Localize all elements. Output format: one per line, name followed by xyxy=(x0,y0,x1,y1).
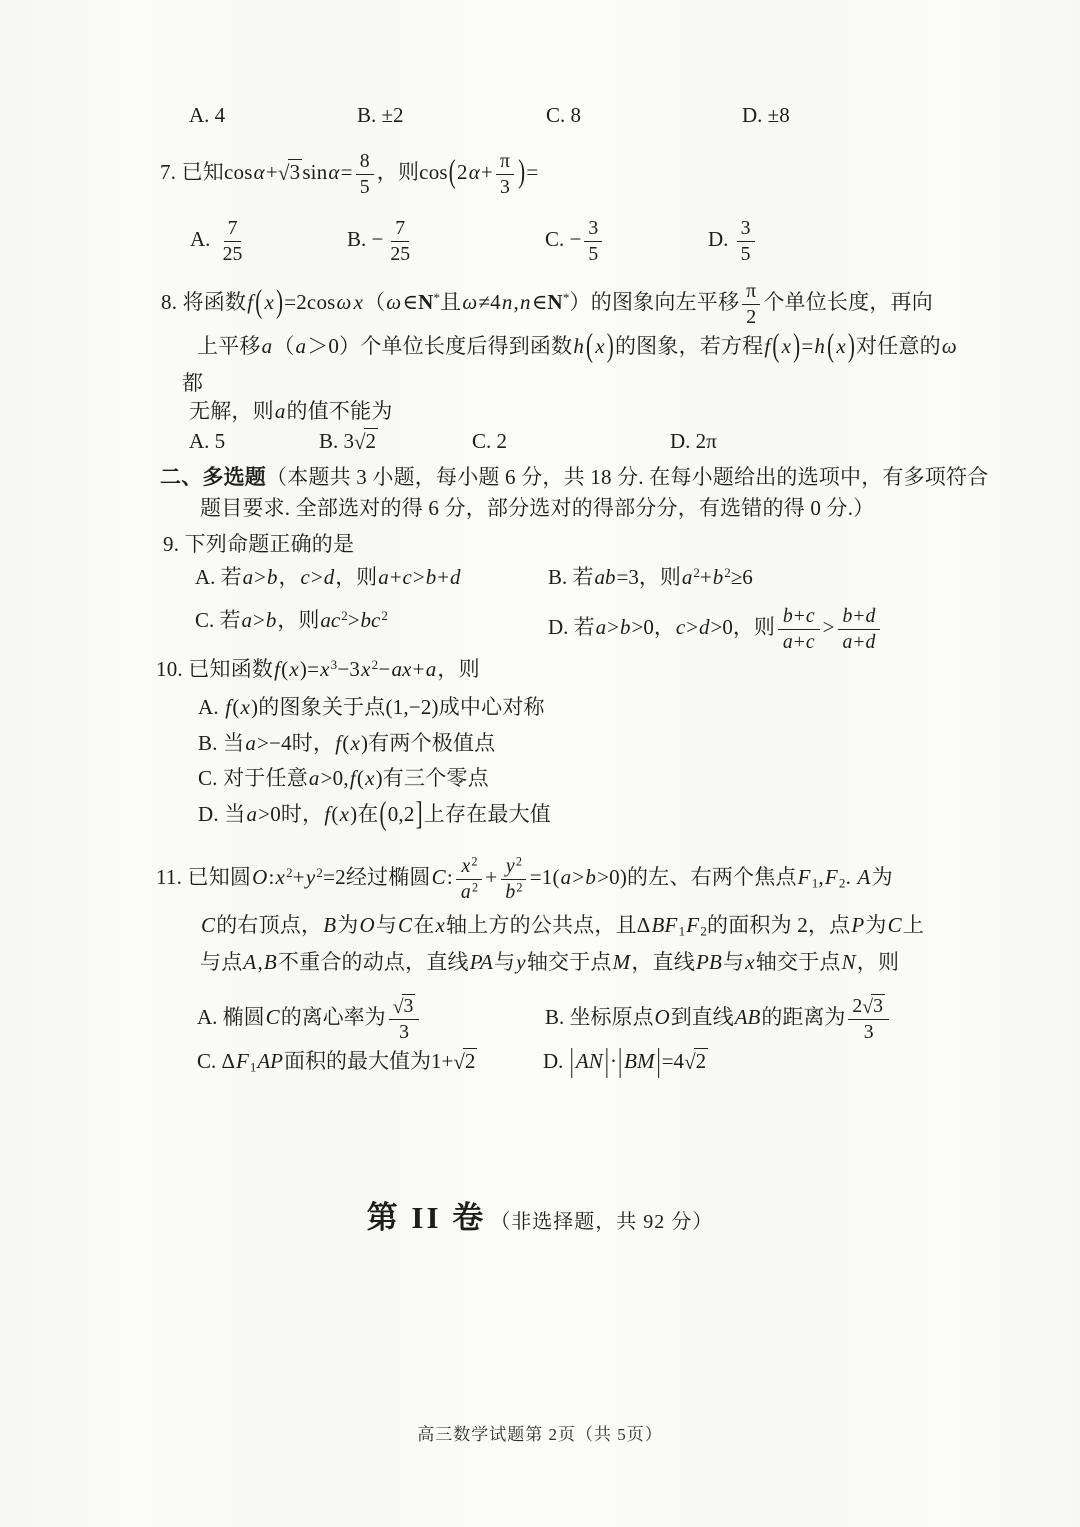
question-9-option-a: A. 若a>b，c>d，则a+c>b+d xyxy=(195,565,461,589)
question-7-stem: 7. 已知cosα+√3sinα= $\frac{8}{5}$ ，则cos(2α+ $\frac{\pi}{3}$ )= xyxy=(160,150,539,198)
question-6-option-b: B. ±2 xyxy=(357,103,404,127)
part-2-subtitle: （非选择题，共 92 分） xyxy=(490,1211,714,1233)
question-10-option-d: D. 当a>0时，f(x)在(0,2]上存在最大值 xyxy=(198,794,551,832)
question-9-option-d: D. 若a>b>0，c>d>0，则 $\frac{b+c}{a+c}$ > $\frac{b+d}{a+d}$ xyxy=(548,605,883,653)
question-8-options-row xyxy=(0,426,1080,456)
question-7-option-a: A. $\frac{7}{25}$ xyxy=(190,217,243,265)
question-10-option-c: C. 对于任意a>0,f(x)有三个零点 xyxy=(198,766,489,790)
question-11-line-1: 11. 已知圆$O:x^2+y^2=2$经过椭圆C: $\frac{x^2}{a^2}$ + $\frac{y^2}{b^2}$ =1(a>b>0)的左、右两个焦点$F_1,F_2$. A为 xyxy=(156,854,893,903)
question-7-options-row xyxy=(0,217,1080,265)
question-8-line-2: 上平移a（a＞0）个单位长度后得到函数h(x)的图象，若方程f(x)=h(x)对任意的ω xyxy=(197,326,957,364)
question-9-options-row-2 xyxy=(0,605,1080,653)
question-8-option-b: B. 3√2 xyxy=(319,429,377,454)
question-6-option-d: D. ±8 xyxy=(742,103,790,127)
question-11-line-3: 与点A,B不重合的动点，直线PA与y轴交于点M，直线PB与x轴交于点N，则 xyxy=(200,950,900,974)
question-10-option-a: A. f(x)的图象关于点(1,−2)成中心对称 xyxy=(198,695,545,719)
question-10-option-b: B. 当a>−4时，f(x)有两个极值点 xyxy=(198,731,496,755)
question-9-option-b: B. 若ab=3，则$a^2+b^2\ge 6$ xyxy=(548,564,753,589)
question-11-options-row-2 xyxy=(0,1041,1080,1079)
part-2-heading xyxy=(0,1192,1080,1237)
question-11-option-c: C. $\Delta F_1AP$面积的最大值为1+√2 xyxy=(197,1049,476,1075)
question-8-line-4: 无解，则a的值不能为 xyxy=(189,399,393,423)
question-7-option-c: C. − $\frac{3}{5}$ xyxy=(545,217,605,265)
section-2-header-line-1 xyxy=(160,462,988,492)
question-8-option-d: D. 2π xyxy=(670,429,717,453)
question-6-option-c: C. 8 xyxy=(546,103,582,127)
question-7-option-b: B. − $\frac{7}{25}$ xyxy=(347,217,411,265)
question-11-option-d: D. |AN|·|BM|=4√2 xyxy=(543,1041,707,1079)
question-9-options-row-1 xyxy=(0,562,1080,592)
section-2-label: 二、多选题 xyxy=(160,465,266,489)
question-11-options-row-1 xyxy=(0,995,1080,1043)
question-11-option-b: B. 坐标原点O到直线AB的距离为 $\frac{2√3}{3}$ xyxy=(545,995,892,1043)
question-7-option-d: D. $\frac{3}{5}$ xyxy=(708,217,758,265)
page-footer: 高三数学试题第 2页（共 5页） xyxy=(417,1425,663,1444)
question-8-option-a: A. 5 xyxy=(189,429,226,453)
question-9-option-c: C. 若a>b，则$ac^2>bc^2$ xyxy=(195,607,388,632)
section-2-header-rest: （本题共 3 小题，每小题 6 分，共 18 分. 在每小题给出的选项中，有多项符合 xyxy=(266,465,989,489)
question-6-options-row xyxy=(0,100,1080,130)
question-11-line-2: C的右顶点，B为O与C在x轴上方的公共点，且$\Delta BF_1F_2$的面积为 2，点P为C上 xyxy=(201,913,925,939)
question-8-option-c: C. 2 xyxy=(472,429,508,453)
question-11-option-a: A. 椭圆C的离心率为 $\frac{√3}{3}$ xyxy=(197,995,422,1043)
question-10-stem: 10. 已知函数$f(x)=x^3-3x^2-ax+a$，则 xyxy=(156,656,480,681)
question-8-line-3: 都 xyxy=(182,371,204,395)
part-2-title: 第 II 卷 xyxy=(366,1200,487,1235)
section-2-header-line-2: 题目要求. 全部选对的得 6 分，部分选对的得部分分，有选错的得 0 分.） xyxy=(200,496,875,520)
question-9-stem: 9. 下列命题正确的是 xyxy=(163,532,355,556)
question-6-option-a: A. 4 xyxy=(189,103,226,127)
question-8-line-1: 8. 将函数f(x)=2cosωx（ω∈N*且ω≠4n,n∈N*）的图象向左平移 $\frac{\pi}{2}$ 个单位长度，再向 xyxy=(161,280,933,328)
